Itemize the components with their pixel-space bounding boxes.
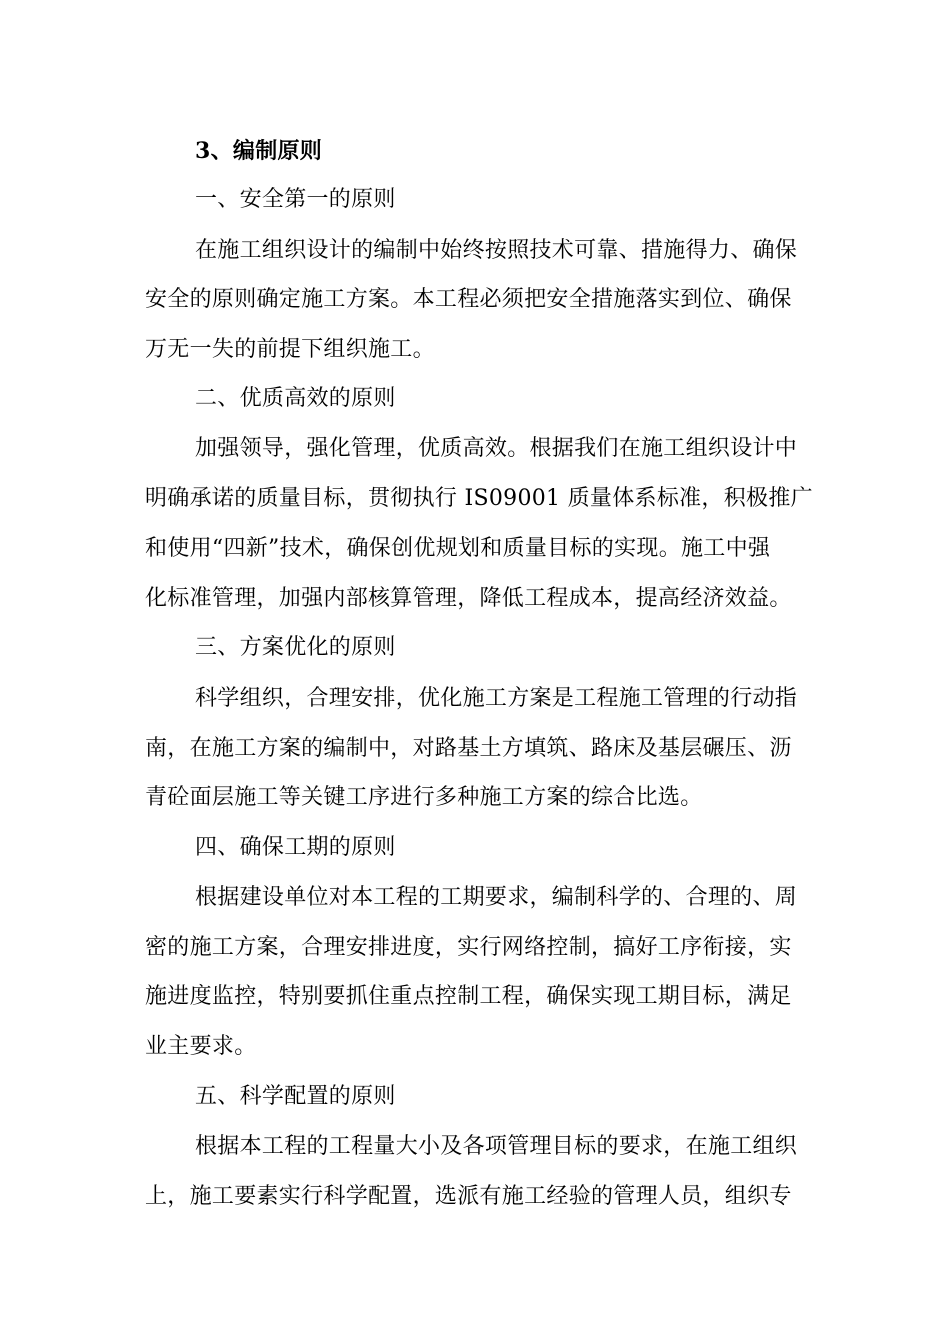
paragraph-line: 青砼面层施工等关键工序进行多种施工方案的综合比选。 [145,785,703,810]
paragraph-line: 上，施工要素实行科学配置，选派有施工经验的管理人员，组织专 [145,1184,792,1209]
paragraph-line: 施进度监控，特别要抓住重点控制工程，确保实现工期目标，满足 [145,984,792,1009]
paragraph-line: 业主要求。 [145,1034,257,1059]
heading-quality-efficiency: 二、优质高效的原则 [195,386,396,411]
heading-safety-first: 一、安全第一的原则 [195,187,396,212]
section-title: 3、编制原则 [195,138,323,164]
paragraph-line: 密的施工方案，合理安排进度，实行网络控制，搞好工序衔接，实 [145,935,792,960]
paragraph-line: 在施工组织设计的编制中始终按照技术可靠、措施得力、确保 [195,238,798,263]
paragraph-line: 加强领导，强化管理，优质高效。根据我们在施工组织设计中 [195,436,798,461]
heading-schedule: 四、确保工期的原则 [195,835,396,860]
paragraph-line: 化标准管理，加强内部核算管理，降低工程成本，提高经济效益。 [145,586,792,611]
paragraph-line: 根据本工程的工程量大小及各项管理目标的要求，在施工组织 [195,1134,798,1159]
heading-plan-optimization: 三、方案优化的原则 [195,635,396,660]
paragraph-line: 和使用“四新”技术，确保创优规划和质量目标的实现。施工中强 [145,536,771,561]
heading-resource-allocation: 五、科学配置的原则 [195,1084,396,1109]
paragraph-line: 明确承诺的质量目标，贯彻执行 IS09001 质量体系标准，积极推广 [145,486,813,511]
paragraph-line: 万无一失的前提下组织施工。 [145,337,435,362]
paragraph-line: 南，在施工方案的编制中，对路基土方填筑、路床及基层碾压、沥 [145,736,792,761]
paragraph-line: 科学组织，合理安排，优化施工方案是工程施工管理的行动指 [195,686,798,711]
paragraph-line: 根据建设单位对本工程的工期要求，编制科学的、合理的、周 [195,885,798,910]
paragraph-line: 安全的原则确定施工方案。本工程必须把安全措施落实到位、确保 [145,287,792,312]
